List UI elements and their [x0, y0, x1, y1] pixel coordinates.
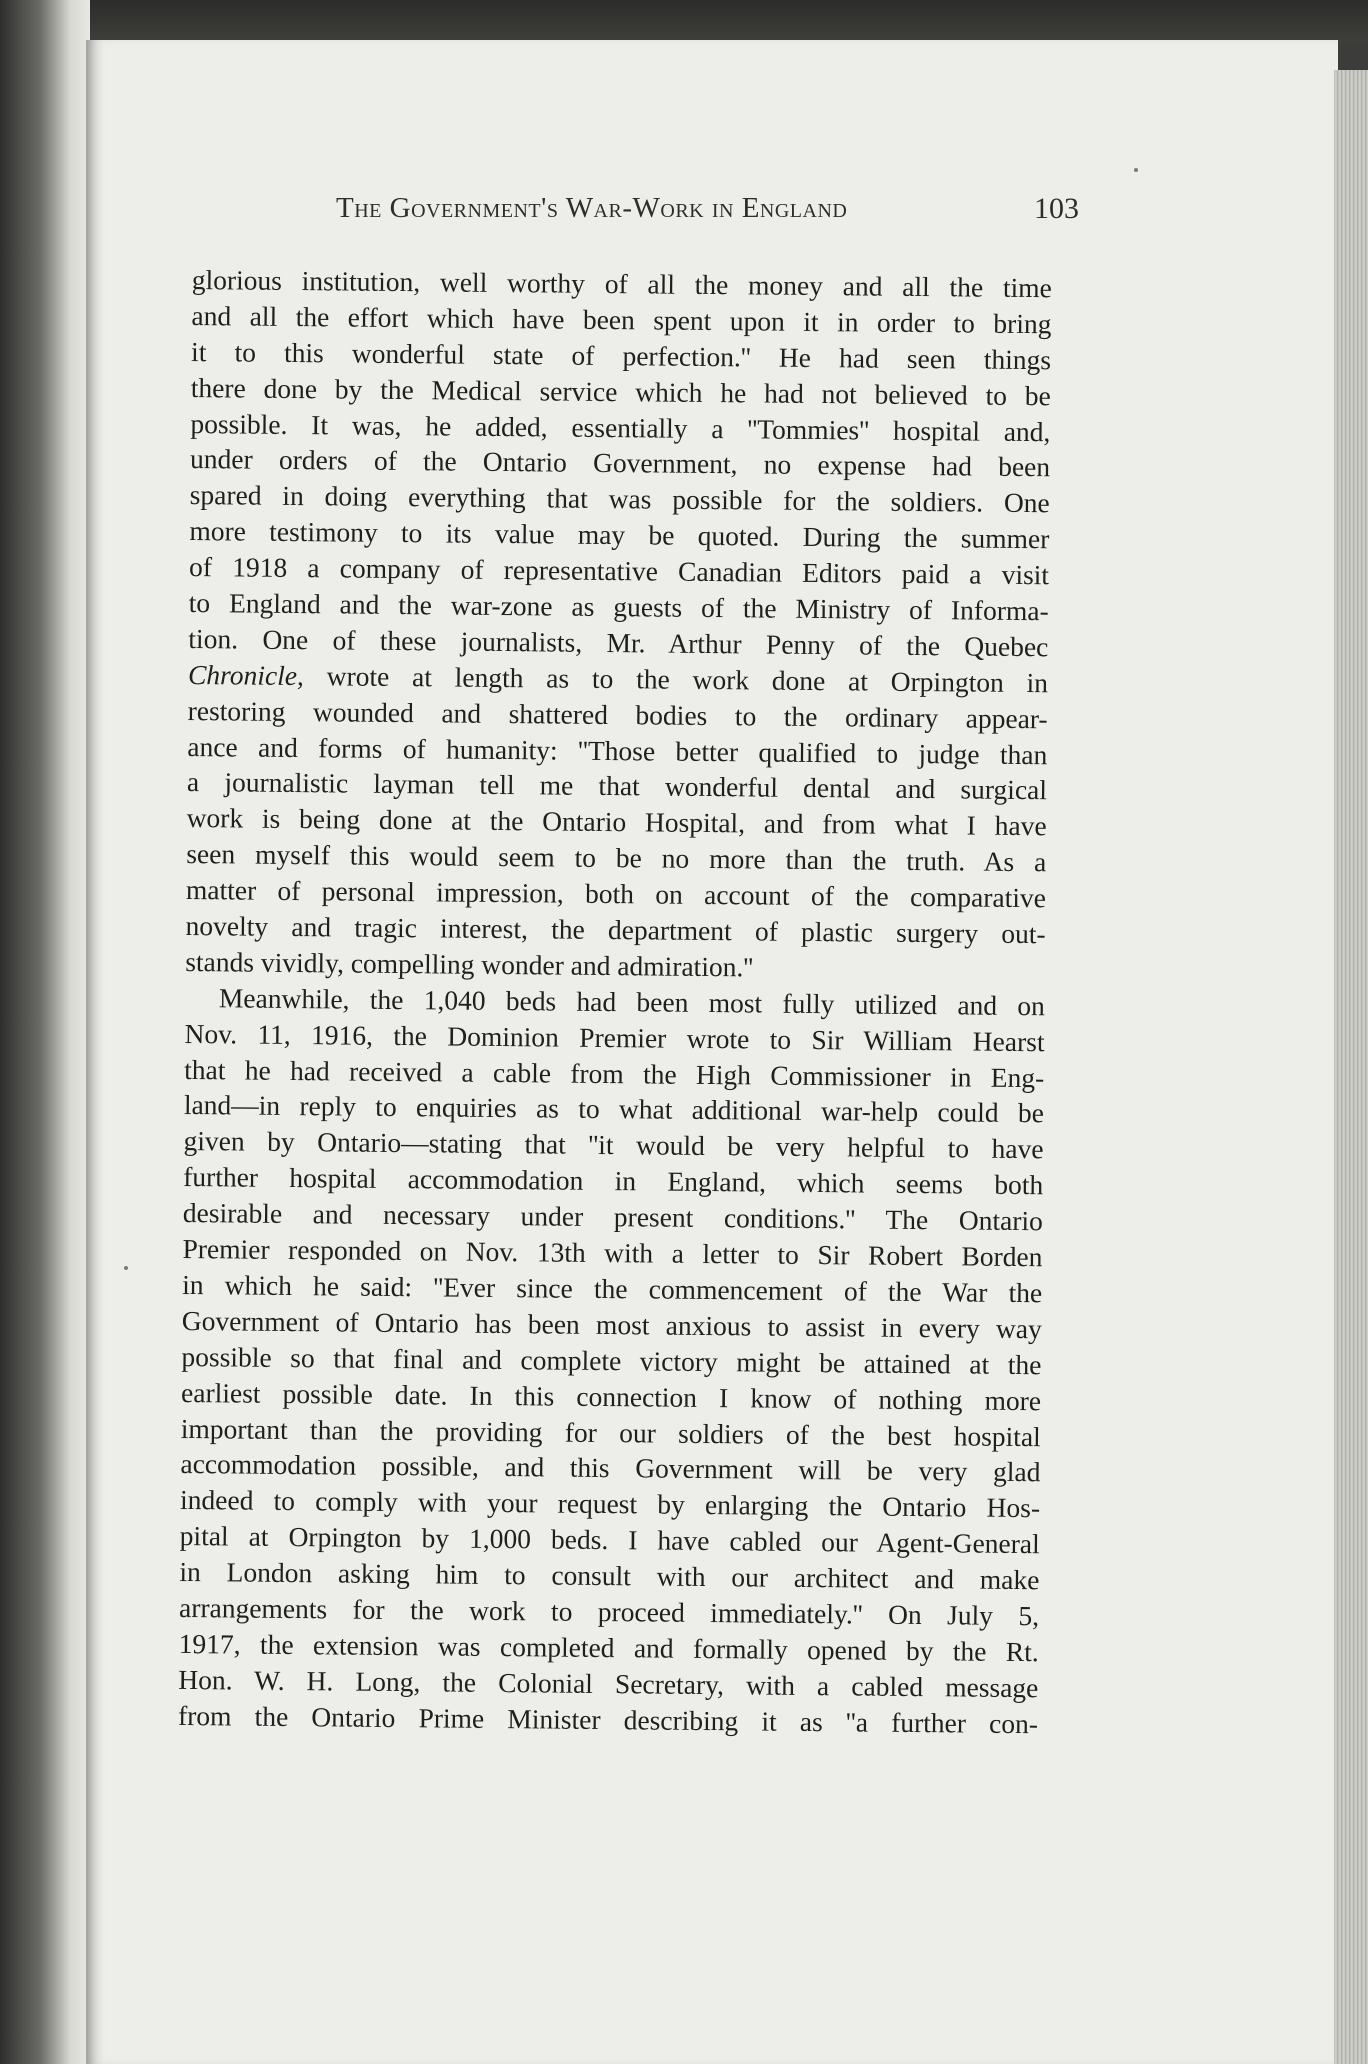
- text-line: Meanwhile, the 1,040 beds had been most fully utilized and on: [218, 982, 1046, 1022]
- text-line: in which he said: ''Ever since the commencement of the War the: [182, 1268, 1043, 1309]
- text-line: restoring wounded and shattered bodies to the ordinary appear-: [187, 694, 1048, 734]
- text-line: that he had received a cable from the High Commissioner in Eng-: [184, 1053, 1045, 1093]
- page-number: 103: [1034, 192, 1079, 225]
- text-line: of 1918 a company of representative Canadian Editors paid a visit: [188, 551, 1050, 591]
- text-line: glorious institution, well worthy of all the money and all the time: [191, 263, 1052, 304]
- body-text: [178, 262, 1052, 1742]
- text-line: to England and the war-zone as guests of the Ministry of Informa-: [188, 587, 1049, 627]
- text-line: seen myself this would seem to be no more than the truth. As a: [186, 838, 1047, 878]
- text-line: pital at Orpington by 1,000 beds. I have cabled our Agent-General: [179, 1520, 1040, 1560]
- text-line: from the Ontario Prime Minister describing it as ''a further con-: [177, 1699, 1039, 1739]
- text-line: given by Ontario—stating that ''it would be very helpful to have: [183, 1125, 1044, 1165]
- book-gutter: [0, 0, 90, 2064]
- text-line: work is being done at the Ontario Hospital, and from what I have: [186, 802, 1047, 842]
- text-line: novelty and tragic interest, the department of plastic surgery out-: [185, 910, 1046, 950]
- text-line: 1917, the extension was completed and formally opened by the Rt.: [178, 1627, 1039, 1668]
- text-line: arrangements for the work to proceed immediately.'' On July 5,: [178, 1591, 1040, 1632]
- page-stack-edge: [1334, 70, 1368, 2064]
- text-line: accommodation possible, and this Government will be very glad: [180, 1448, 1041, 1488]
- text-line: Chronicle, wrote at length as to the work done at Orpington in: [187, 658, 1049, 699]
- text-line: matter of personal impression, both on account of the comparative: [185, 874, 1047, 914]
- text-line: ance and forms of humanity: ''Those better qualified to judge than: [187, 730, 1048, 770]
- scan-speck: [1134, 168, 1138, 172]
- text-line: Premier responded on Nov. 13th with a letter to Sir Robert Borden: [182, 1233, 1043, 1273]
- text-line: spared in doing everything that was possible for the soldiers. One: [189, 479, 1050, 519]
- italic-title: Chronicle,: [187, 658, 305, 691]
- text-line: under orders of the Ontario Government, no expense had been: [189, 443, 1051, 483]
- text-line: possible. It was, he added, essentially a ''Tommies'' hospital and,: [190, 407, 1051, 447]
- text-line: further hospital accommodation in England, which seems both: [183, 1161, 1044, 1201]
- text-line: and all the effort which have been spent upon it in order to bring: [191, 299, 1052, 340]
- text-line: important than the providing for our soldiers of the best hospital: [180, 1412, 1041, 1452]
- text-line: in London asking him to consult with our architect and make: [179, 1556, 1040, 1596]
- text-line: desirable and necessary under present conditions.'' The Ontario: [182, 1197, 1043, 1237]
- text-line: Hon. W. H. Long, the Colonial Secretary, with a cabled message: [178, 1663, 1039, 1703]
- text-line: there done by the Medical service which he had not believed to be: [190, 371, 1051, 411]
- text-line: tion. One of these journalists, Mr. Arthur Penny of the Quebec: [188, 622, 1049, 663]
- text-line: Government of Ontario has been most anxious to assist in every way: [181, 1304, 1042, 1345]
- scan-speck: [124, 1266, 128, 1270]
- text-line: earliest possible date. In this connection I know of nothing more: [181, 1376, 1042, 1416]
- text-line: it to this wonderful state of perfection.'' He had seen things: [190, 335, 1052, 376]
- running-head: The Government's War-Work in England: [336, 192, 848, 224]
- text-line: more testimony to its value may be quoted. During the summer: [189, 515, 1050, 555]
- text-line: possible so that final and complete victory might be attained at the: [181, 1340, 1042, 1380]
- text-line: Nov. 11, 1916, the Dominion Premier wrote to Sir William Hearst: [184, 1017, 1045, 1057]
- scan-top-edge: [0, 0, 1368, 44]
- text-line: a journalistic layman tell me that wonderful dental and surgical: [186, 766, 1048, 806]
- text-line: land—in reply to enquiries as to what additional war-help could be: [183, 1089, 1045, 1129]
- text-line: stands vividly, compelling wonder and admiration.'': [185, 945, 754, 983]
- text-line: indeed to comply with your request by enlarging the Ontario Hos-: [179, 1484, 1041, 1524]
